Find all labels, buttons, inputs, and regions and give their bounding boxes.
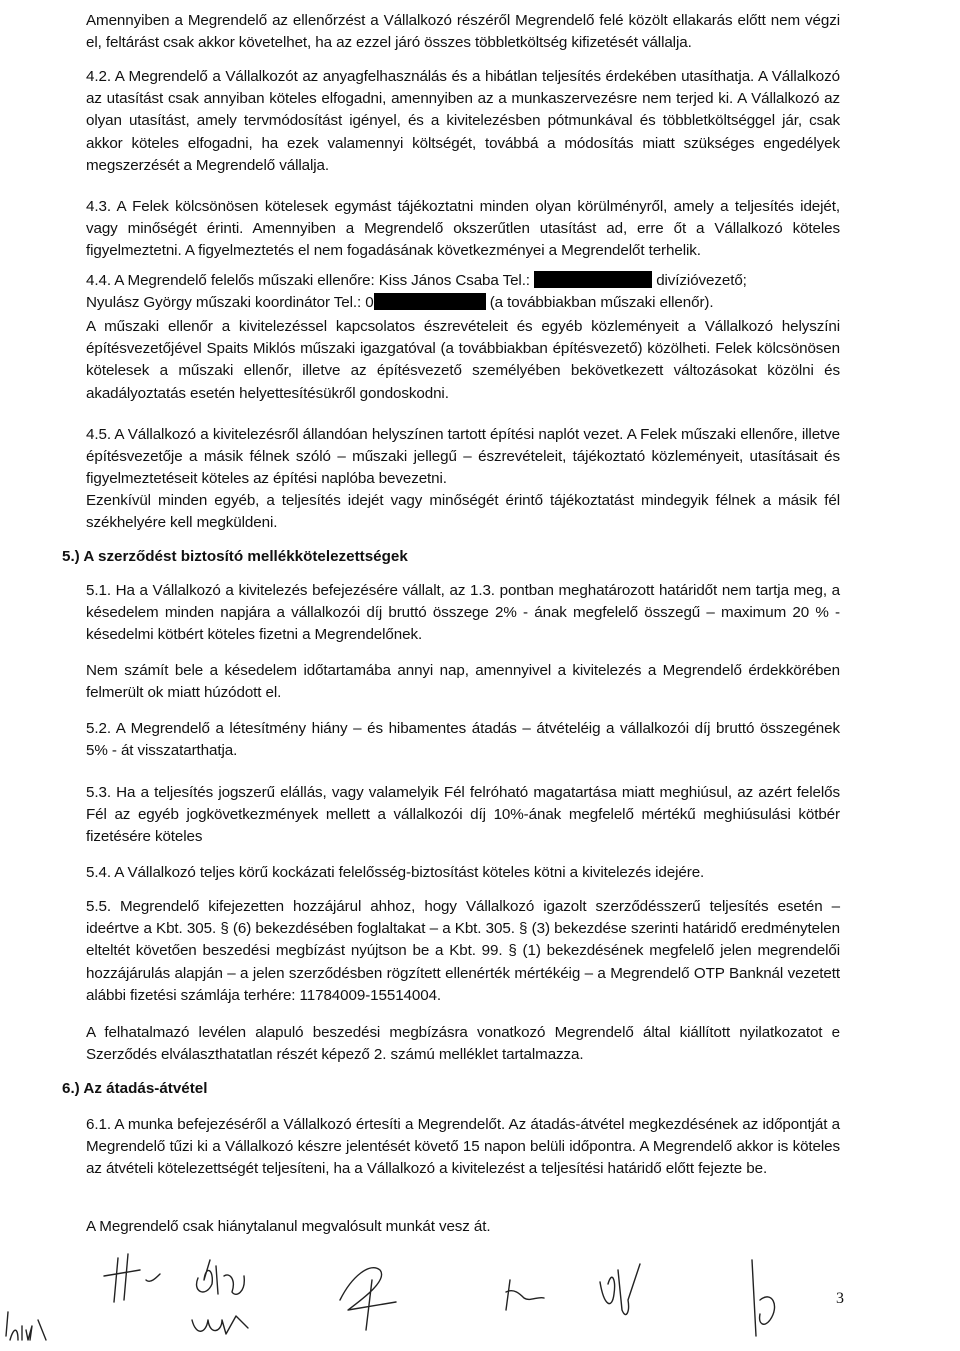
paragraph-4-4-line2 bbox=[86, 292, 846, 314]
section-heading-6: 6.) Az átadás-átvétel bbox=[62, 1080, 208, 1097]
paragraph-6-1: 6.1. A munka befejezéséről a Vállalkozó értesíti a Megrendelőt. Az átadás-átvétel megkezdésének az időpontját a Megrendelő tűzi ki a Vállalkozó készre jelentését követő 15 napon belüli időpontra. A Megrendelő akkor is köteles az átvételi kötelezettségét teljesíteni, ha a Vállalkozó a kivitelezést a teljesítési határidő előtt fejezte be. bbox=[86, 1116, 840, 1178]
page-number: 3 bbox=[836, 1290, 844, 1307]
paragraph-intro: Amennyiben a Megrendelő az ellenőrzést a Vállalkozó részéről Megrendelő felé közölt ellakarás előtt nem végzi el, feltárást csak akkor követelhet, ha az ezzel járó összes többletköltség kifizetését vállalja. bbox=[86, 12, 840, 52]
paragraph-5-2: 5.2. A Megrendelő a létesítmény hiány – és hibamentes átadás – átvételéig a vállalkozói díj bruttó összegének 5% - át visszatarthatja. bbox=[86, 720, 840, 760]
paragraph-4-5: 4.5. A Vállalkozó a kivitelezésről állandóan helyszínen tartott építési naplót vezet. A Felek műszaki ellenőre, illetve építésvezetője a másik félnek szóló – műszaki jellegű – észrevételeit, tájékoztató közleményeit, utasításait és figyelmeztetéseit köteles az építési naplóba bevezetni. bbox=[86, 426, 840, 488]
paragraph-4-4-text-c: Nyulász György műszaki koordinátor Tel.: 0 bbox=[86, 294, 374, 311]
paragraph-6-1-b: A Megrendelő csak hiánytalanul megvalósult munkát vesz át. bbox=[86, 1218, 491, 1235]
paragraph-4-4-text-a: 4.4. A Megrendelő felelős műszaki ellenőre: Kiss János Csaba Tel.: bbox=[86, 272, 530, 289]
paragraph-4-5-b: Ezenkívül minden egyéb, a teljesítés idejét vagy minőségét érintő tájékoztatást mindegyik félnek a másik fél székhelyére kell megküldeni. bbox=[86, 492, 840, 532]
signature-marks bbox=[0, 1240, 960, 1351]
paragraph-5-5-b: A felhatalmazó levélen alapuló beszedési megbízásra vonatkozó Megrendelő által kiállított nyilatkozatot e Szerződés elválaszthatatlan részét képező 2. számú melléklet tartalmazza. bbox=[86, 1024, 840, 1064]
paragraph-4-2: 4.2. A Megrendelő a Vállalkozót az anyagfelhasználás és a hibátlan teljesítés érdekében utasíthatja. A Vállalkozó az utasítást csak annyiban köteles elfogadni, amennyiben az a munkaszervezésre nem terjed ki. A Vállalkozó az olyan utasítást, amely tervmódosítást igényel, és a kivitelezésben pótmunkával és többletköltséggel jár, csak akkor köteles elfogadni, ha ezek valamennyi költségét, továbbá a módosítás miatt szükséges engedélyek megszerzését a Megrendelő vállalja. bbox=[86, 68, 840, 174]
paragraph-5-3: 5.3. Ha a teljesítés jogszerű elállás, vagy valamelyik Fél felróható magatartása miatt meghiúsul, az azért felelős Fél az egyéb jogkövetkezmények mellett a vállalkozói díj 10%-ának megfelelő mértékű meghiúsulási kötbér fizetésére köteles bbox=[86, 784, 840, 846]
redacted-phone-2 bbox=[374, 293, 486, 310]
redacted-phone-1 bbox=[534, 271, 652, 288]
section-heading-5: 5.) A szerződést biztosító mellékkötelezettségek bbox=[62, 548, 408, 565]
paragraph-4-4-text-b: divízióvezető; bbox=[656, 272, 747, 289]
paragraph-5-1: 5.1. Ha a Vállalkozó a kivitelezés befejezésére vállalt, az 1.3. pontban meghatározott határidőt nem tartja meg, a késedelem minden napjára a vállalkozói díj bruttó összege 2% - ának megfelelő összegű – maximum 20 % - késedelmi kötbért köteles fizetni a Megrendelőnek. bbox=[86, 582, 840, 644]
paragraph-4-3: 4.3. A Felek kölcsönösen kötelesek egymást tájékoztatni minden olyan körülményről, amely a teljesítés idejét, vagy minőségét érinti. Amennyiben a Megrendelő okszerűtlen utasítást ad, erre őt a Vállalkozó köteles figyelmeztetni. A figyelmeztetés el nem fogadásának következményei a Megrendelőt terhelik. bbox=[86, 198, 840, 260]
paragraph-4-4-text-d: (a továbbiakban műszaki ellenőr). bbox=[489, 294, 714, 311]
paragraph-4-4-line1 bbox=[86, 270, 846, 292]
paragraph-5-4: 5.4. A Vállalkozó teljes körű kockázati felelősség-biztosítást köteles kötni a kivitelezés idejére. bbox=[86, 864, 705, 881]
paragraph-5-1-b: Nem számít bele a késedelem időtartamába annyi nap, amennyivel a kivitelezés a Megrendelő érdekkörében felmerült ok miatt húzódott el. bbox=[86, 662, 840, 702]
paragraph-5-5: 5.5. Megrendelő kifejezetten hozzájárul ahhoz, hogy Vállalkozó igazolt szerződésszerű teljesítés esetén – ideértve a Kbt. 305. § (6) bekezdésében foglaltakat – a Kbt. 305. § (3) bekezdése szerinti határidő eredménytelen elteltét követően beszedési megbízást nyújtson be a Kbt. 99. § (1) bekezdésének megfelelő jelen megrendelői hozzájárulás alapján – a jelen szerződésben rögzített ellenérték mértékéig – a Megrendelő OTP Banknál vezetett alábbi fizetési számlája terhére: 11784009-15514004. bbox=[86, 898, 840, 1004]
paragraph-4-4-body: A műszaki ellenőr a kivitelezéssel kapcsolatos észrevételeit és egyéb közleményeit a Vállalkozó helyszíni építésvezetőjével Spaits Miklós műszaki igazgatóval (a továbbiakban építésvezető) közölheti. Felek kölcsönösen kötelesek a műszaki ellenőr, illetve az építésvezető személyében bekövetkezett változásokat közölni és akadályoztatás esetén helyettesítésükről gondoskodni. bbox=[86, 318, 840, 402]
